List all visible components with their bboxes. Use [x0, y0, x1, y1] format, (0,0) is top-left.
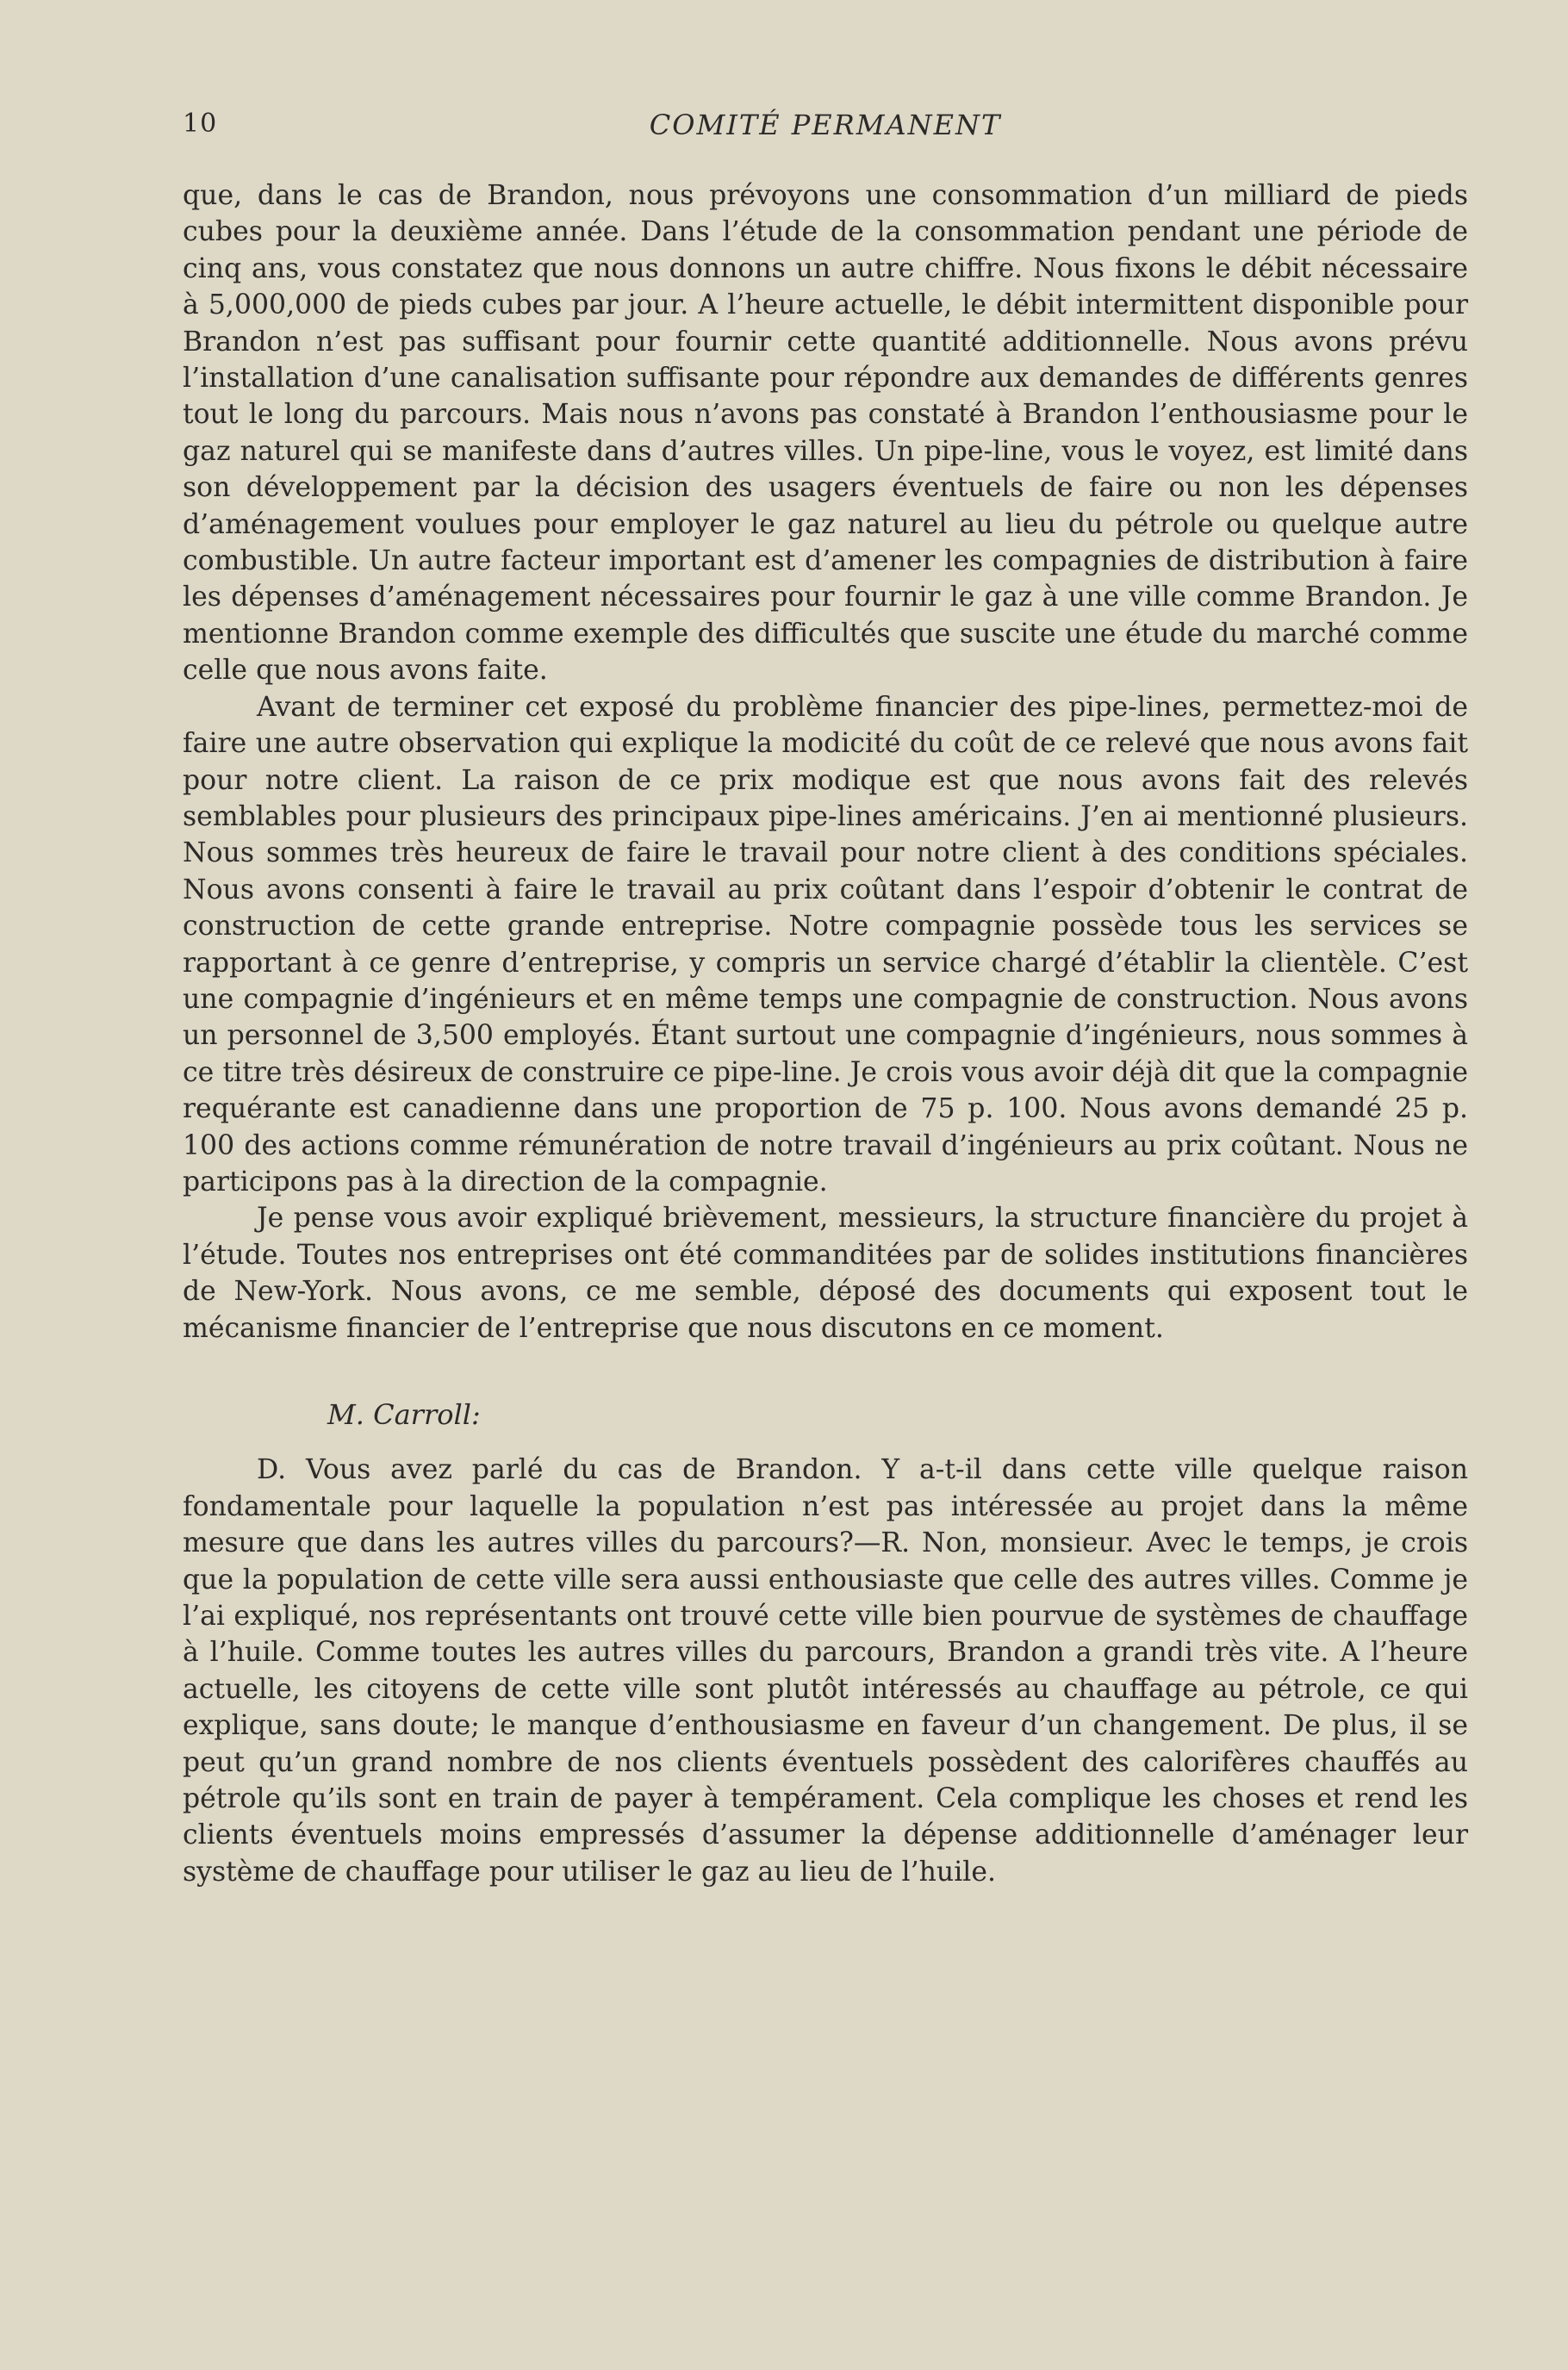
- paragraph-continued: que, dans le cas de Brandon, nous prévoyons une consommation d’un milliard de pieds cubes pour la deuxième année. Dans l’étude de la consommation pendant une période de cinq ans, vous constatez que nous donnons un autre chiffre. Nous fixons le débit nécessaire à 5,000,000 de pieds cubes par jour. A l’heure actuelle, le débit intermittent disponible pour Brandon n’est pas suffisant pour fournir cette quantité additionnelle. Nous avons prévu l’installation d’une canalisation suffisante pour répondre aux demandes de différents genres tout le long du parcours. Mais nous n’avons pas constaté à Brandon l’enthousiasme pour le gaz naturel qui se manifeste dans d’autres villes. Un pipe-line, vous le voyez, est limité dans son développement par la décision des usagers éventuels de faire ou non les dépenses d’aménagement voulues pour employer le gaz naturel au lieu du pétrole ou quelque autre combustible. Un autre facteur important est d’amener les compagnies de distribution à faire les dépenses d’aménagement nécessaires pour fournir le gaz à une ville comme Brandon. Je mentionne Brandon comme exemple des difficultés que suscite une étude du marché comme celle que nous avons faite.: [183, 180, 1468, 687]
- page-number: 10: [183, 109, 218, 139]
- body-text: [183, 177, 1468, 1890]
- paragraph: Avant de terminer cet exposé du problème financier des pipe-lines, permettez-moi de faire une autre observation qui explique la modicité du coût de ce relevé que nous avons fait pour notre client. La raison de ce prix modique est que nous avons fait des relevés semblables pour plusieurs des principaux pipe-lines américains. J’en ai mentionné plusieurs. Nous sommes très heureux de faire le travail pour notre client à des conditions spéciales. Nous avons consenti à faire le travail au prix coûtant dans l’espoir d’obtenir le contrat de construction de cette grande entreprise. Notre compagnie possède tous les services se rapportant à ce genre d’entreprise, y compris un service chargé d’établir la clientèle. C’est une compagnie d’ingénieurs et en même temps une compagnie de construction. Nous avons un personnel de 3,500 employés. Étant surtout une compagnie d’ingénieurs, nous sommes à ce titre très désireux de construire ce pipe-line. Je crois vous avoir déjà dit que la compagnie requérante est canadienne dans une proportion de 75 p. 100. Nous avons demandé 25 p. 100 des actions comme rémunération de notre travail d’ingénieurs au prix coûtant. Nous ne participons pas à la direction de la compagnie.: [183, 691, 1468, 1197]
- running-title: COMITÉ PERMANENT: [649, 109, 1002, 141]
- question-answer-paragraph: D. Vous avez parlé du cas de Brandon. Y a-t-il dans cette ville quelque raison fondamentale pour laquelle la population n’est pas intéressée au projet dans la même mesure que dans les autres villes du parcours?—R. Non, monsieur. Avec le temps, je crois que la population de cette ville sera aussi enthousiaste que celle des autres villes. Comme je l’ai expliqué, nos représentants ont trouvé cette ville bien pourvue de systèmes de chauffage à l’huile. Comme toutes les autres villes du parcours, Brandon a grandi très vite. A l’heure actuelle, les citoyens de cette ville sont plutôt intéressés au chauffage au pétrole, ce qui explique, sans doute; le manque d’enthousiasme en faveur d’un changement. De plus, il se peut qu’un grand nombre de nos clients éventuels possèdent des calorifères chauffés au pétrole qu’ils sont en train de payer à tempérament. Cela complique les choses et rend les clients éventuels moins empressés d’assumer la dépense additionnelle d’aménager leur système de chauffage pour utiliser le gaz au lieu de l’huile.: [183, 1454, 1468, 1888]
- paragraph: Je pense vous avoir expliqué brièvement, messieurs, la structure financière du projet à l’étude. Toutes nos entreprises ont été commanditées par de solides institutions financières de New-York. Nous avons, ce me semble, déposé des documents qui exposent tout le mécanisme financier de l’entreprise que nous discutons en ce moment.: [183, 1203, 1468, 1344]
- page-header: [183, 109, 1468, 146]
- speaker-name: M. Carroll:: [327, 1398, 481, 1431]
